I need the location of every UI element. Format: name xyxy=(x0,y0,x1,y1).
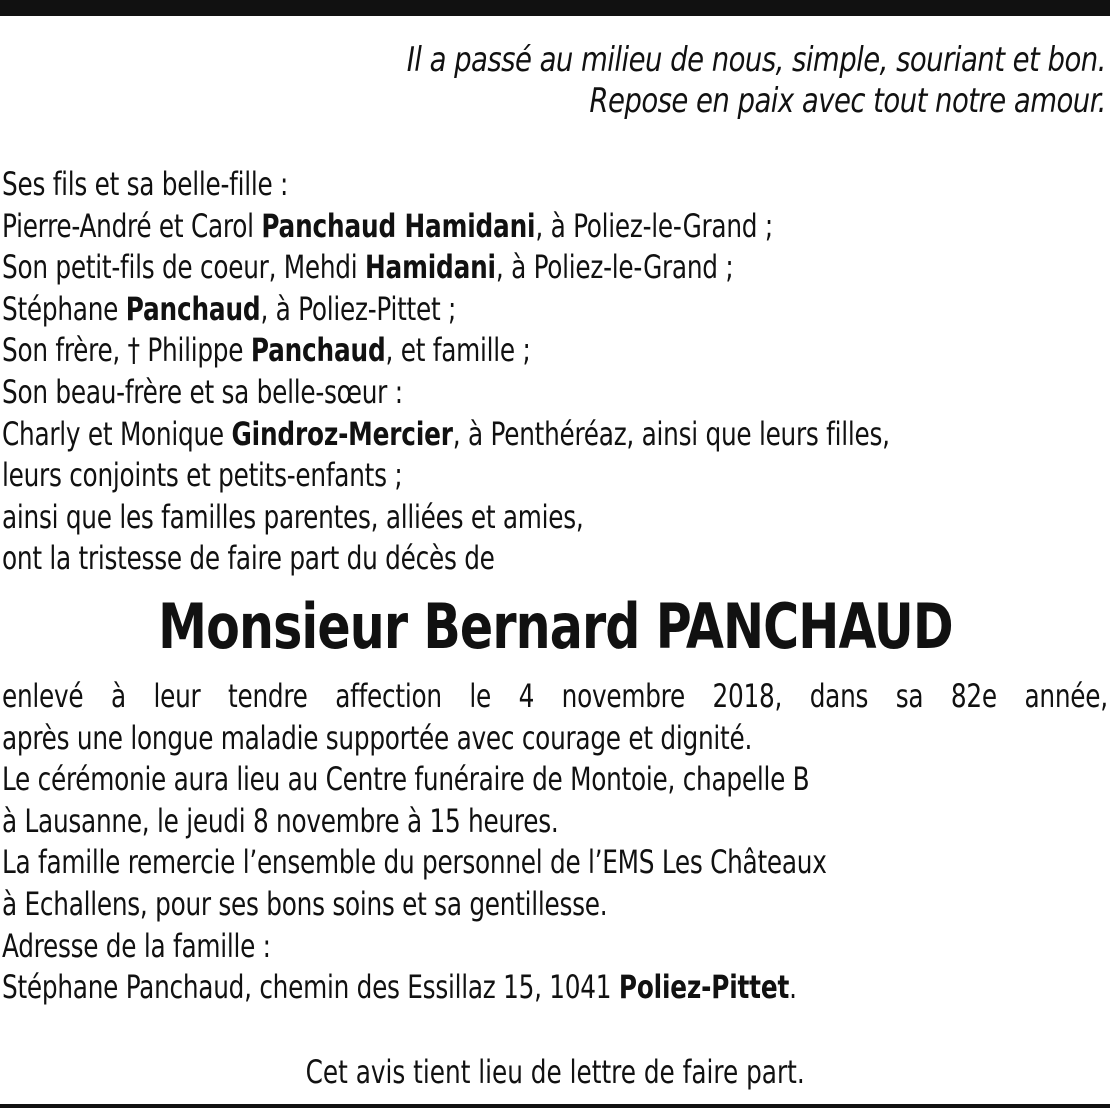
details-line: Le cérémonie aura lieu au Centre funéraire de Montoie, chapelle B xyxy=(2,760,810,799)
family-line xyxy=(2,330,890,372)
footer-text: Cet avis tient lieu de lettre de faire part. xyxy=(305,1053,805,1091)
epigraph xyxy=(407,40,1106,122)
details-word: affection xyxy=(335,677,442,715)
details-line xyxy=(2,967,1108,1009)
details-word: 2018, xyxy=(712,677,783,715)
family-text: Charly et Monique xyxy=(2,414,232,453)
details-word: novembre xyxy=(561,677,685,715)
family-surname: Panchaud Hamidani xyxy=(261,206,536,245)
family-text: , et famille ; xyxy=(385,331,531,370)
family-line xyxy=(2,289,890,331)
footer-note xyxy=(0,1052,1110,1092)
details-word: dans xyxy=(809,677,869,715)
details-word: tendre xyxy=(228,677,308,715)
details-block xyxy=(2,676,1108,1009)
family-line xyxy=(2,247,890,289)
details-word: 82e xyxy=(950,677,997,715)
family-line xyxy=(2,414,890,456)
family-text: Pierre-André et Carol xyxy=(2,206,262,245)
family-line: leurs conjoints et petits-enfants ; xyxy=(2,456,403,495)
epigraph-line: Il a passé au milieu de nous, simple, souriant et bon. xyxy=(406,40,1106,80)
family-text: , à Poliez-le-Grand ; xyxy=(535,206,773,245)
details-line: à Lausanne, le jeudi 8 novembre à 15 heures. xyxy=(2,801,559,840)
details-word: leur xyxy=(153,677,201,715)
details-word: à xyxy=(110,677,126,715)
details-text: Stéphane Panchaud, chemin des Essillaz 15, 1041 xyxy=(2,968,619,1007)
details-line: après une longue maladie supportée avec courage et dignité. xyxy=(2,718,753,757)
family-text: Stéphane xyxy=(2,289,126,328)
family-line: Son beau-frère et sa belle-sœur : xyxy=(2,372,403,411)
epigraph-line: Repose en paix avec tout notre amour. xyxy=(589,81,1106,121)
family-text: , à Poliez-Pittet ; xyxy=(260,289,457,328)
family-line: Ses fils et sa belle-fille : xyxy=(2,165,289,203)
family-list xyxy=(2,164,890,580)
details-line: à Echallens, pour ses bons soins et sa gentillesse. xyxy=(2,884,608,923)
bottom-border-rule xyxy=(0,1104,1110,1108)
details-word: sa xyxy=(895,677,924,715)
top-border-rule xyxy=(0,0,1110,16)
details-line: La famille remercie l’ensemble du personnel de l’EMS Les Châteaux xyxy=(2,843,827,882)
details-text: . xyxy=(789,968,797,1007)
family-line xyxy=(2,206,890,248)
details-word: enlevé xyxy=(2,677,84,715)
family-surname: Gindroz-Mercier xyxy=(231,414,453,453)
details-word: le xyxy=(469,677,491,715)
family-surname: Panchaud xyxy=(125,289,261,328)
address-locality: Poliez-Pittet xyxy=(618,968,790,1007)
details-word: 4 xyxy=(518,677,535,715)
details-line xyxy=(2,676,1108,718)
deceased-name: Monsieur Bernard PANCHAUD xyxy=(157,590,953,663)
deceased-name-heading xyxy=(0,588,1110,666)
details-line: Adresse de la famille : xyxy=(2,926,271,965)
family-surname: Panchaud xyxy=(250,331,386,370)
family-text: Son petit-fils de coeur, Mehdi xyxy=(2,248,366,287)
family-text: Son frère, † Philippe xyxy=(2,331,251,370)
family-line: ont la tristesse de faire part du décès de xyxy=(2,539,495,578)
family-text: , à Poliez-le-Grand ; xyxy=(495,248,734,287)
details-word: année, xyxy=(1024,677,1108,715)
family-surname: Hamidani xyxy=(365,248,496,287)
family-line: ainsi que les familles parentes, alliées et amies, xyxy=(2,497,584,536)
family-text: , à Penthéréaz, ainsi que leurs filles, xyxy=(452,414,890,453)
